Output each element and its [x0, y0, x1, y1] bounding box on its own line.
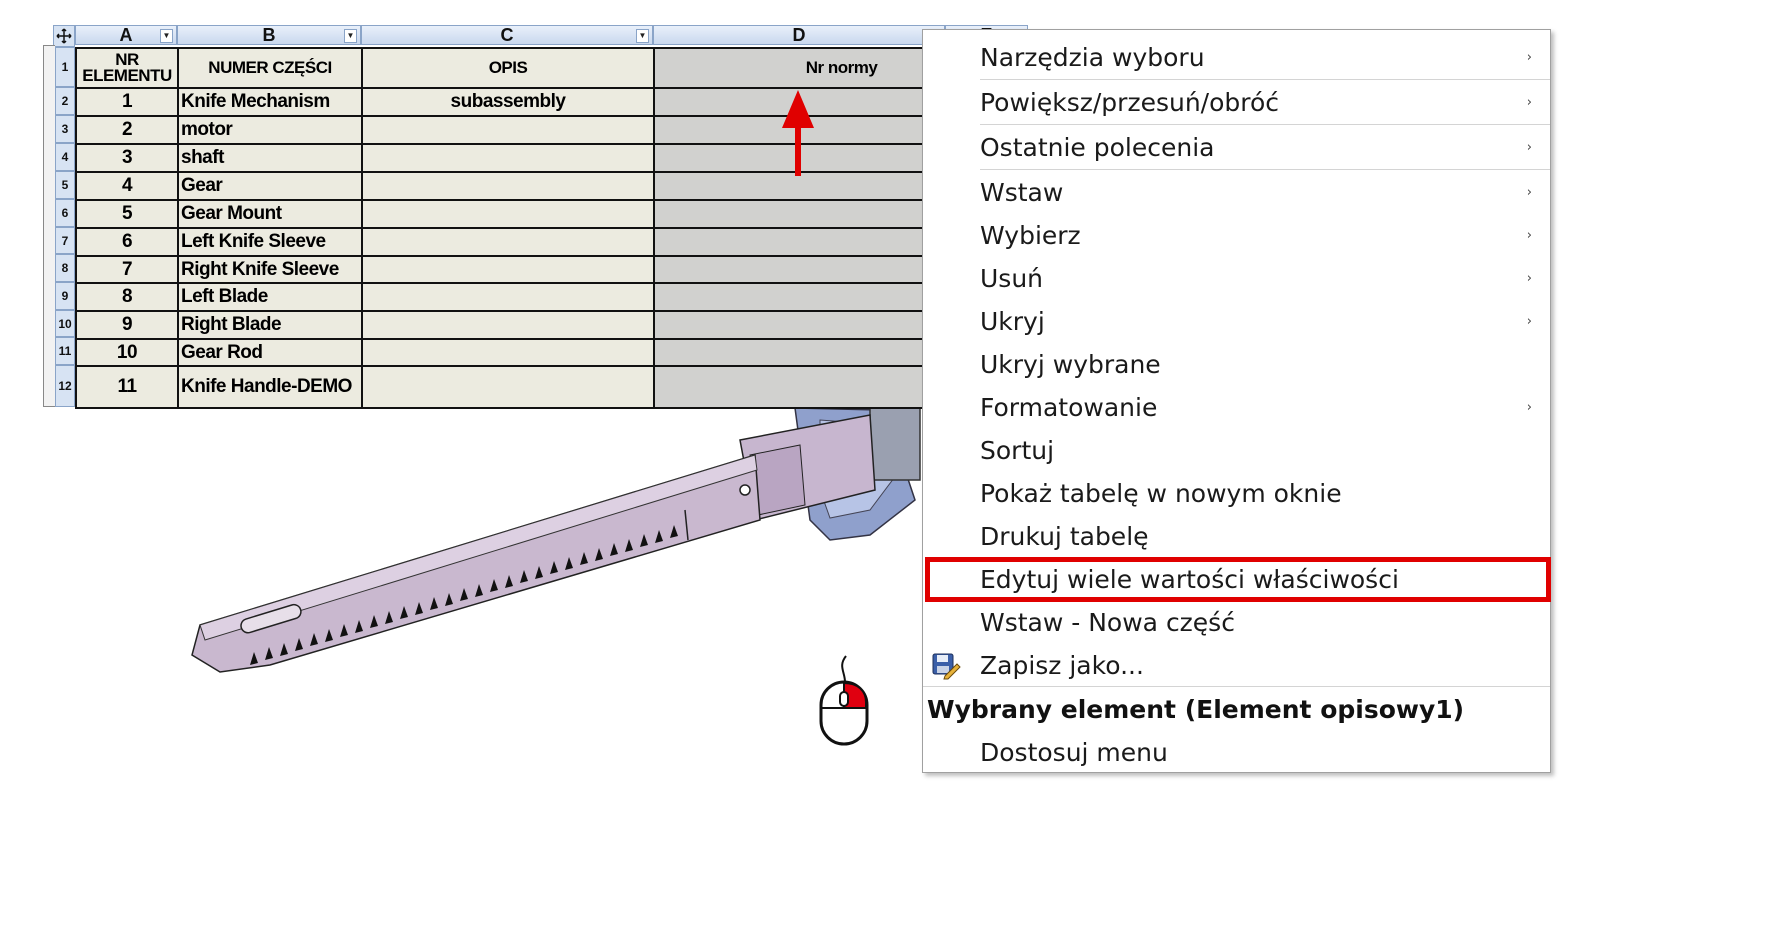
- column-header-b[interactable]: [177, 25, 361, 45]
- table-header-row: [76, 48, 1029, 88]
- item-number-cell[interactable]: 4: [76, 172, 178, 200]
- table-row: [76, 144, 1029, 172]
- menu-item-label: Pokaż tabelę w nowym oknie: [980, 479, 1342, 508]
- row-header[interactable]: 11: [55, 337, 75, 365]
- item-number-cell[interactable]: 11: [76, 366, 178, 408]
- header-cell-description[interactable]: OPIS: [362, 48, 654, 88]
- column-header-c[interactable]: [361, 25, 653, 45]
- menu-item-hide-selected[interactable]: [923, 343, 1550, 386]
- item-number-cell[interactable]: 7: [76, 256, 178, 283]
- row-header[interactable]: 10: [55, 310, 75, 337]
- menu-item-label: Ostatnie polecenia: [980, 133, 1215, 162]
- column-dropdown-icon[interactable]: ▼: [636, 29, 649, 43]
- part-number-cell[interactable]: Gear: [178, 172, 362, 200]
- description-cell[interactable]: [362, 311, 654, 339]
- menu-separator: [980, 169, 1550, 170]
- menu-item-save-as[interactable]: [923, 644, 1550, 687]
- description-cell[interactable]: [362, 172, 654, 200]
- menu-item-label: Wstaw - Nowa część: [980, 608, 1235, 637]
- submenu-arrow-icon: ›: [1526, 185, 1532, 200]
- menu-separator: [923, 686, 1550, 687]
- menu-item-label: Wstaw: [980, 178, 1064, 207]
- submenu-arrow-icon: ›: [1526, 140, 1532, 155]
- row-header[interactable]: 1: [55, 47, 75, 87]
- menu-item-recent-commands[interactable]: [923, 126, 1550, 169]
- row-header[interactable]: 3: [55, 115, 75, 143]
- right-click-mouse-icon: [818, 654, 872, 748]
- column-dropdown-icon[interactable]: ▼: [160, 29, 173, 43]
- column-dropdown-icon[interactable]: ▼: [344, 29, 357, 43]
- submenu-arrow-icon: ›: [1526, 314, 1532, 329]
- header-cell-item-no[interactable]: NR ELEMENTU: [76, 48, 178, 88]
- description-cell[interactable]: [362, 283, 654, 311]
- table-row: [76, 200, 1029, 228]
- save-as-icon: [931, 652, 961, 680]
- column-letter: A: [119, 25, 133, 45]
- item-number-cell[interactable]: 1: [76, 88, 178, 116]
- menu-item-show-table-new-window[interactable]: [923, 472, 1550, 515]
- description-cell[interactable]: [362, 116, 654, 144]
- row-header-rail: [43, 45, 55, 407]
- menu-item-label: Dostosuj menu: [980, 738, 1168, 767]
- part-number-cell[interactable]: Right Blade: [178, 311, 362, 339]
- highlight-box: [925, 557, 1551, 602]
- table-row: [76, 88, 1029, 116]
- part-number-cell[interactable]: Left Knife Sleeve: [178, 228, 362, 256]
- description-cell[interactable]: subassembly: [362, 88, 654, 116]
- table-row: [76, 283, 1029, 311]
- part-number-cell[interactable]: Right Knife Sleeve: [178, 256, 362, 283]
- row-header[interactable]: 5: [55, 171, 75, 199]
- menu-item-select[interactable]: [923, 214, 1550, 257]
- column-letter: C: [500, 25, 514, 45]
- table-row: [76, 256, 1029, 283]
- annotation-arrow-icon: [780, 88, 816, 180]
- submenu-arrow-icon: ›: [1526, 400, 1532, 415]
- table-row: [76, 116, 1029, 144]
- menu-item-label: Sortuj: [980, 436, 1055, 465]
- item-number-cell[interactable]: 5: [76, 200, 178, 228]
- context-menu: [922, 29, 1551, 773]
- menu-separator: [980, 124, 1550, 125]
- menu-item-customize-menu[interactable]: [923, 731, 1550, 774]
- menu-item-formatting[interactable]: [923, 386, 1550, 429]
- description-cell[interactable]: [362, 144, 654, 172]
- submenu-arrow-icon: ›: [1526, 271, 1532, 286]
- item-number-cell[interactable]: 2: [76, 116, 178, 144]
- menu-item-label: Usuń: [980, 264, 1044, 293]
- description-cell[interactable]: [362, 256, 654, 283]
- column-header-a[interactable]: [75, 25, 177, 45]
- description-cell[interactable]: [362, 366, 654, 408]
- menu-item-label: Wybierz: [980, 221, 1081, 250]
- menu-item-label: Drukuj tabelę: [980, 522, 1149, 551]
- table-row: [76, 228, 1029, 256]
- part-number-cell[interactable]: Left Blade: [178, 283, 362, 311]
- bom-table: [43, 25, 1028, 407]
- row-header[interactable]: 6: [55, 199, 75, 227]
- menu-item-insert[interactable]: [923, 171, 1550, 214]
- table-row: [76, 366, 1029, 408]
- table-row: [76, 339, 1029, 366]
- item-number-cell[interactable]: 3: [76, 144, 178, 172]
- menu-item-label: Narzędzia wyboru: [980, 43, 1205, 72]
- menu-separator: [980, 79, 1550, 80]
- row-header[interactable]: 8: [55, 254, 75, 282]
- table-grid: [75, 47, 1028, 409]
- menu-item-selection-tools[interactable]: [923, 36, 1550, 79]
- menu-item-label: Ukryj wybrane: [980, 350, 1161, 379]
- submenu-arrow-icon: ›: [1526, 228, 1532, 243]
- description-cell[interactable]: [362, 339, 654, 366]
- menu-item-label: Powiększ/przesuń/obróć: [980, 88, 1280, 117]
- row-header[interactable]: 12: [55, 365, 75, 407]
- submenu-arrow-icon: ›: [1526, 95, 1532, 110]
- header-cell-standard-no[interactable]: Nr normy: [654, 48, 1029, 88]
- menu-item-delete[interactable]: [923, 257, 1550, 300]
- menu-item-label: Edytuj wiele wartości właściwości: [980, 565, 1399, 594]
- menu-item-insert-new-part[interactable]: [923, 601, 1550, 644]
- menu-item-print-table[interactable]: [923, 515, 1550, 558]
- item-number-cell[interactable]: 10: [76, 339, 178, 366]
- menu-item-sort[interactable]: [923, 429, 1550, 472]
- move-table-icon[interactable]: [53, 25, 75, 47]
- part-number-cell[interactable]: motor: [178, 116, 362, 144]
- column-letter: D: [792, 25, 806, 45]
- row-header[interactable]: 7: [55, 227, 75, 254]
- description-cell[interactable]: [362, 200, 654, 228]
- submenu-arrow-icon: ›: [1526, 50, 1532, 65]
- description-cell[interactable]: [362, 228, 654, 256]
- menu-item-label: Zapisz jako...: [980, 651, 1144, 680]
- item-number-cell[interactable]: 8: [76, 283, 178, 311]
- menu-item-hide[interactable]: [923, 300, 1550, 343]
- column-letter: B: [262, 25, 276, 45]
- menu-item-zoom-pan-rotate[interactable]: [923, 81, 1550, 124]
- menu-item-label: Ukryj: [980, 307, 1045, 336]
- row-header[interactable]: 9: [55, 282, 75, 310]
- part-number-cell[interactable]: Knife Handle-DEMO: [178, 366, 362, 408]
- header-cell-part-number[interactable]: NUMER CZĘŚCI: [178, 48, 362, 88]
- item-number-cell[interactable]: 6: [76, 228, 178, 256]
- part-number-cell[interactable]: Gear Mount: [178, 200, 362, 228]
- table-row: [76, 172, 1029, 200]
- row-header[interactable]: 4: [55, 143, 75, 171]
- part-number-cell[interactable]: Knife Mechanism: [178, 88, 362, 116]
- menu-section-title: Wybrany element (Element opisowy1): [927, 695, 1465, 724]
- part-number-cell[interactable]: shaft: [178, 144, 362, 172]
- menu-item-label: Formatowanie: [980, 393, 1158, 422]
- item-number-cell[interactable]: 9: [76, 311, 178, 339]
- column-header-d[interactable]: [653, 25, 945, 45]
- table-row: [76, 311, 1029, 339]
- part-number-cell[interactable]: Gear Rod: [178, 339, 362, 366]
- row-header[interactable]: 2: [55, 87, 75, 115]
